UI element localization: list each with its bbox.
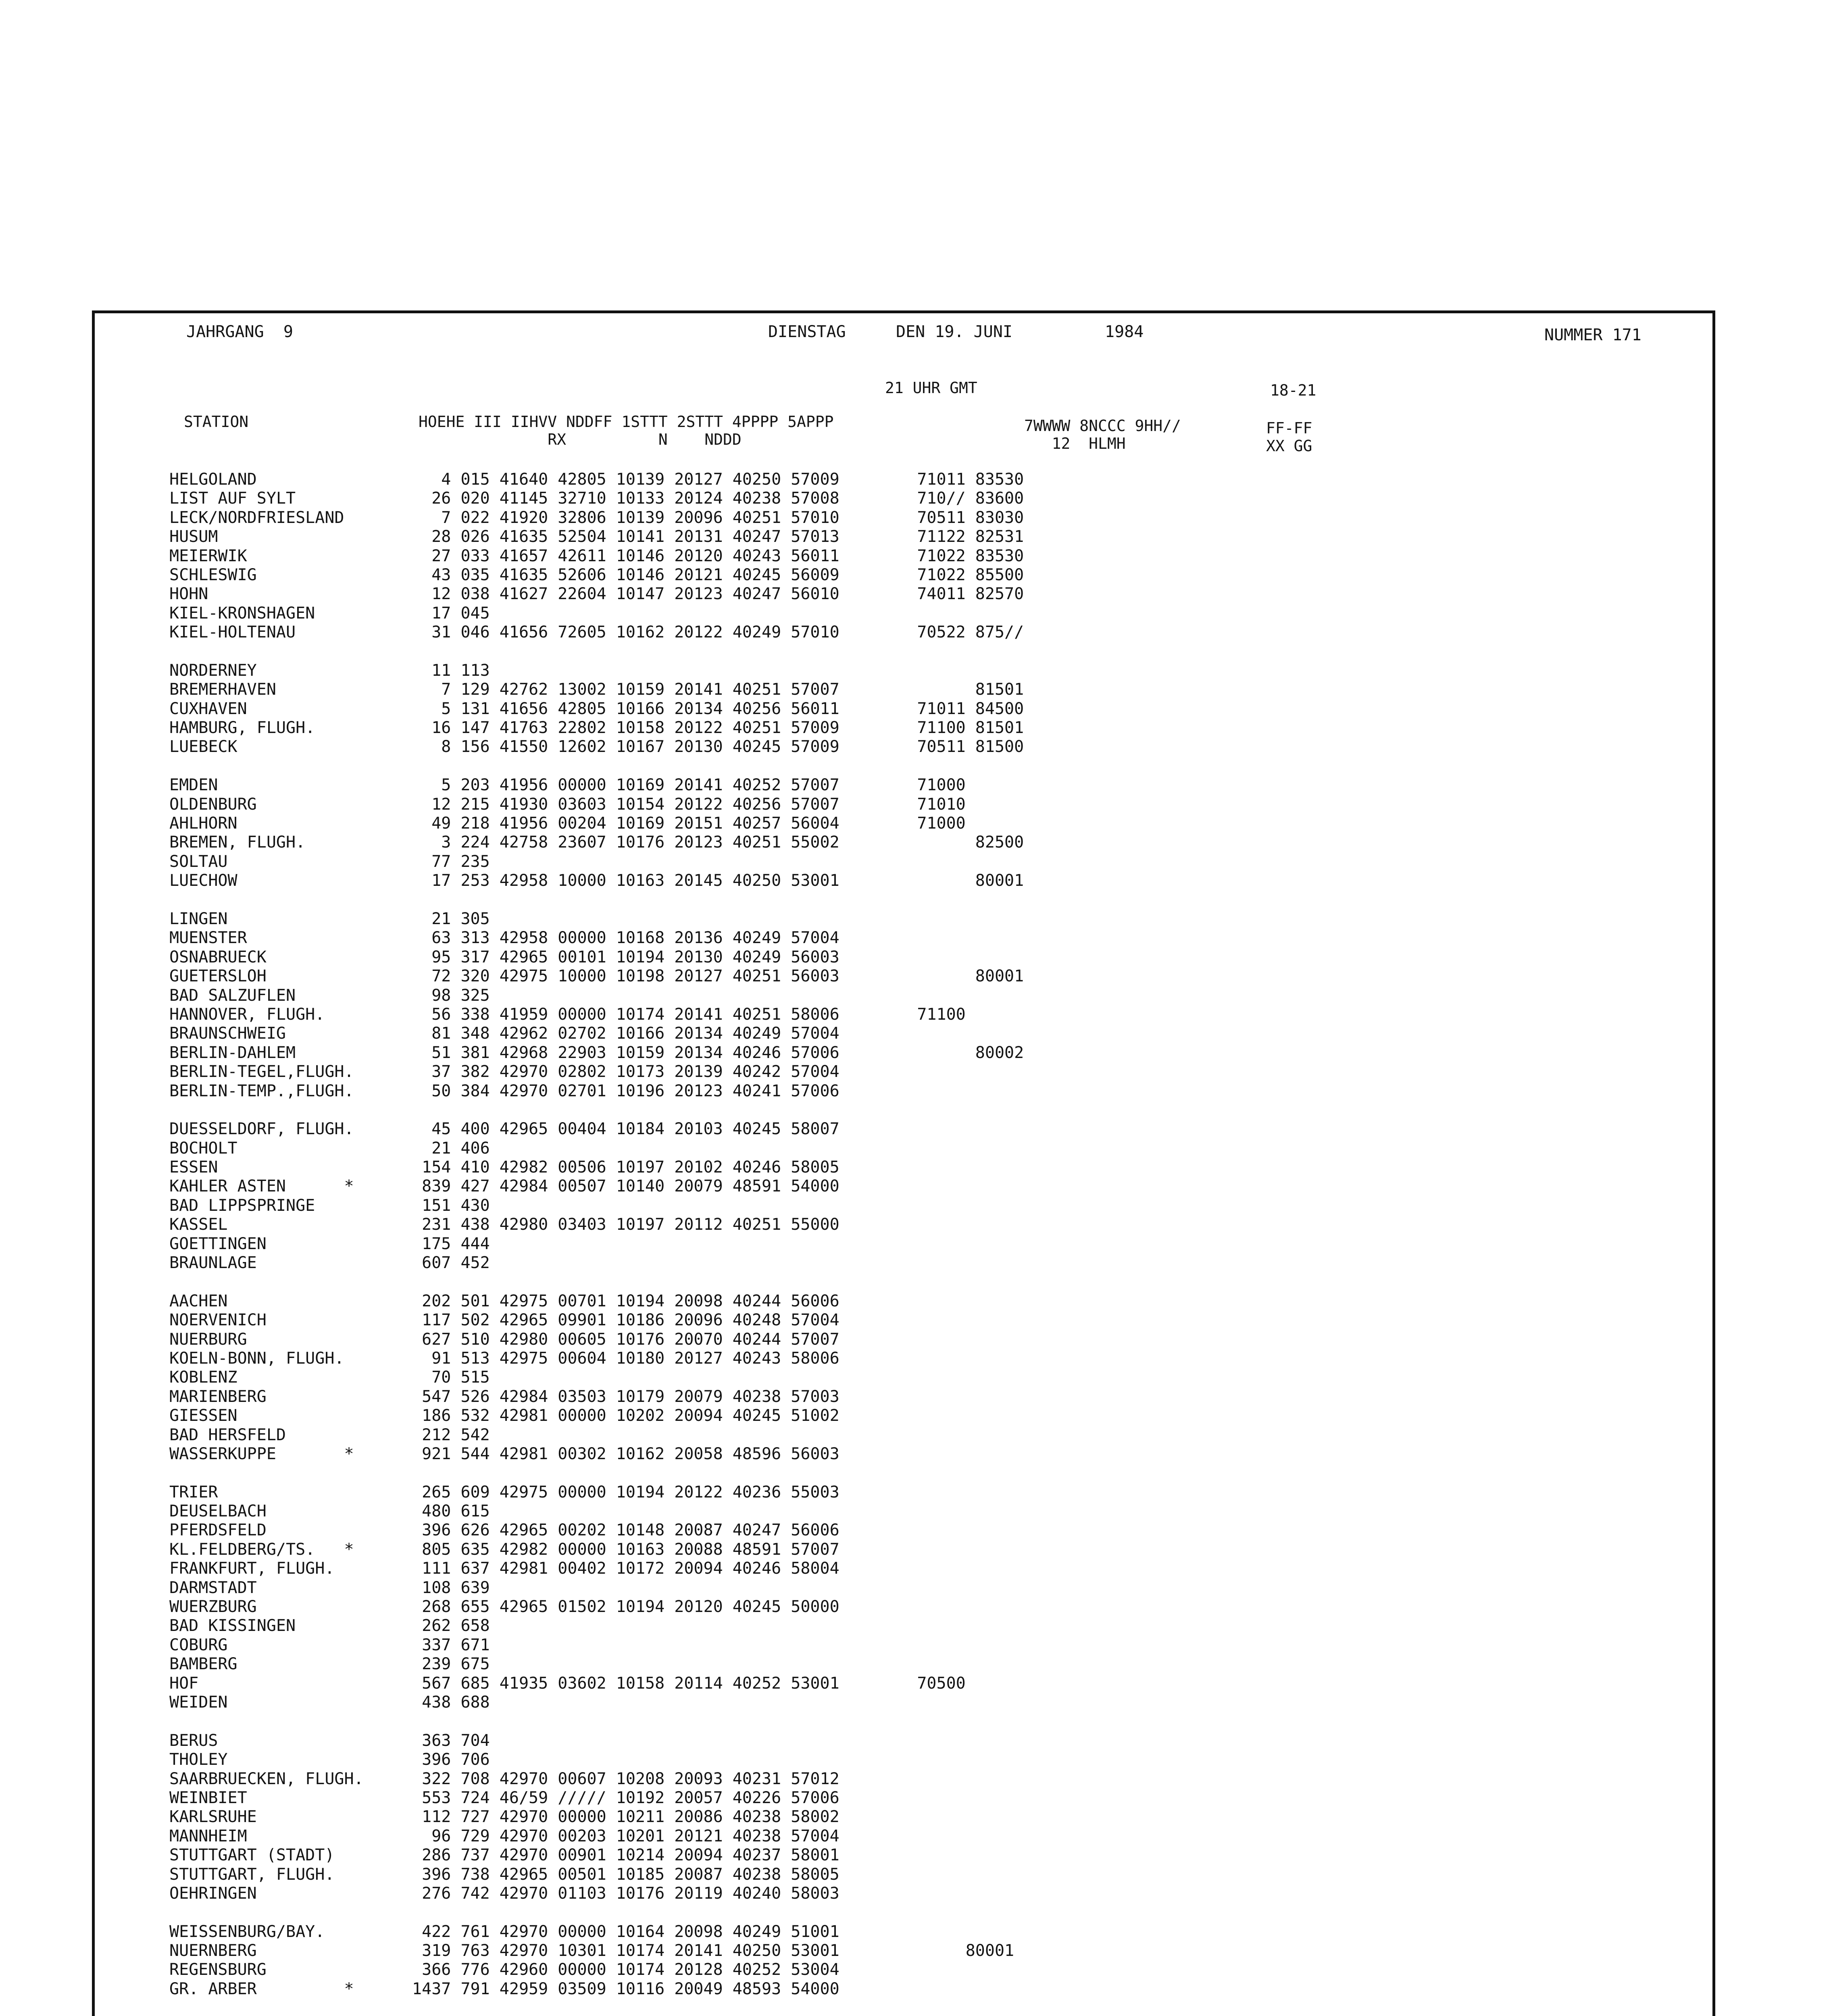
- table-row: KOELN-BONN, FLUGH. 91 513 42975 00604 10180 20127 40243 58006: [169, 1349, 839, 1368]
- table-row: GIESSEN 186 532 42981 00000 10202 20094 40245 51002: [169, 1406, 839, 1425]
- table-row: KASSEL 231 438 42980 03403 10197 20112 40251 55000: [169, 1215, 839, 1234]
- table-row: AACHEN 202 501 42975 00701 10194 20098 40244 56006: [169, 1291, 839, 1310]
- table-spacer: [169, 1101, 1024, 1120]
- table-row: HOF 567 685 41935 03602 10158 20114 40252 53001 70500: [169, 1674, 966, 1693]
- table-row: BAMBERG 239 675: [169, 1655, 490, 1674]
- table-row: PFERDSFELD 396 626 42965 00202 10148 20087 40247 56006: [169, 1521, 839, 1540]
- jahrgang-label: JAHRGANG 9: [186, 323, 293, 341]
- table-row: WASSERKUPPE * 921 544 42981 00302 10162 20058 48596 56003: [169, 1444, 839, 1463]
- table-row: REGENSBURG 366 776 42960 00000 10174 20128 40252 53004: [169, 1960, 839, 1979]
- code-group-subheader-2: 12 HLMH: [1024, 435, 1126, 452]
- table-row: NORDERNEY 11 113: [169, 661, 490, 680]
- year-label: 1984: [1105, 323, 1144, 341]
- table-row: KOBLENZ 70 515: [169, 1368, 490, 1387]
- table-row: COBURG 337 671: [169, 1635, 490, 1654]
- table-row: MARIENBERG 547 526 42984 03503 10179 20079 40238 57003: [169, 1387, 839, 1406]
- table-row: SAARBRUECKEN, FLUGH. 322 708 42970 00607 10208 20093 40231 57012: [169, 1769, 839, 1788]
- table-spacer: [169, 891, 1024, 910]
- table-row: HAMBURG, FLUGH. 16 147 41763 22802 10158 20122 40251 57009 71100 81501: [169, 719, 1024, 737]
- table-row: BAD SALZUFLEN 98 325: [169, 986, 490, 1005]
- code-group-header-1: HOEHE III IIHVV NDDFF 1STTT 2STTT 4PPPP 5APPP: [419, 413, 834, 431]
- table-row: LINGEN 21 305: [169, 909, 490, 928]
- table-row: BOCHOLT 21 406: [169, 1139, 490, 1158]
- table-row: WEISSENBURG/BAY. 422 761 42970 00000 10164 20098 40249 51001: [169, 1922, 839, 1941]
- table-row: BRAUNLAGE 607 452: [169, 1254, 490, 1272]
- station-table: [169, 470, 1024, 2016]
- issue-number: NUMMER 171: [1544, 326, 1641, 344]
- time-range: 18-21: [1270, 381, 1316, 399]
- observation-time: 21 UHR GMT: [885, 379, 977, 397]
- station-column-header: STATION: [184, 413, 249, 431]
- table-row: LUECHOW 17 253 42958 10000 10163 20145 40250 53001 80001: [169, 871, 1024, 890]
- code-group-subheader-3: XX GG: [1266, 437, 1312, 455]
- table-row: THOLEY 396 706: [169, 1750, 490, 1769]
- table-row: GUETERSLOH 72 320 42975 10000 10198 20127 40251 56003 80001: [169, 967, 1024, 986]
- table-row: DEUSELBACH 480 615: [169, 1502, 490, 1521]
- table-row: BREMEN, FLUGH. 3 224 42758 23607 10176 20123 40251 55002 82500: [169, 833, 1024, 852]
- table-spacer: [169, 1999, 1024, 2016]
- table-row: BAD LIPPSPRINGE 151 430: [169, 1196, 490, 1215]
- code-group-header-3: FF-FF: [1266, 419, 1312, 437]
- table-row: TRIER 265 609 42975 00000 10194 20122 40236 55003: [169, 1483, 839, 1502]
- table-spacer: [169, 642, 1024, 661]
- table-row: FRANKFURT, FLUGH. 111 637 42981 00402 10172 20094 40246 58004: [169, 1559, 839, 1578]
- table-row: BRAUNSCHWEIG 81 348 42962 02702 10166 20134 40249 57004: [169, 1024, 839, 1043]
- table-row: BERUS 363 704: [169, 1731, 490, 1750]
- table-row: WEINBIET 553 724 46/59 ///// 10192 20057 40226 57006: [169, 1788, 839, 1807]
- table-row: LIST AUF SYLT 26 020 41145 32710 10133 20124 40238 57008 710// 83600: [169, 489, 1024, 508]
- table-row: BAD HERSFELD 212 542: [169, 1425, 490, 1444]
- table-row: KL.FELDBERG/TS. * 805 635 42982 00000 10163 20088 48591 57007: [169, 1540, 839, 1559]
- table-spacer: [169, 1272, 1024, 1291]
- table-row: WUERZBURG 268 655 42965 01502 10194 20120 40245 50000: [169, 1597, 839, 1616]
- table-row: MUENSTER 63 313 42958 00000 10168 20136 40249 57004: [169, 929, 839, 948]
- table-row: MANNHEIM 96 729 42970 00203 10201 20121 40238 57004: [169, 1826, 839, 1845]
- table-row: BAD KISSINGEN 262 658: [169, 1616, 490, 1635]
- table-row: NOERVENICH 117 502 42965 09901 10186 20096 40248 57004: [169, 1311, 839, 1330]
- code-group-header-2: 7WWWW 8NCCC 9HH//: [1024, 417, 1181, 435]
- table-row: NUERNBERG 319 763 42970 10301 10174 20141 40250 53001 80001: [169, 1941, 1014, 1960]
- weekday-label: DIENSTAG: [768, 323, 846, 341]
- table-row: LECK/NORDFRIESLAND 7 022 41920 32806 10139 20096 40251 57010 70511 83030: [169, 508, 1024, 527]
- table-row: KIEL-KRONSHAGEN 17 045: [169, 604, 490, 623]
- date-label: DEN 19. JUNI: [896, 323, 1012, 341]
- table-row: BERLIN-TEMP.,FLUGH. 50 384 42970 02701 10196 20123 40241 57006: [169, 1081, 839, 1100]
- table-row: HUSUM 28 026 41635 52504 10141 20131 40247 57013 71122 82531: [169, 527, 1024, 546]
- table-row: LUEBECK 8 156 41550 12602 10167 20130 40245 57009 70511 81500: [169, 737, 1024, 756]
- table-row: HANNOVER, FLUGH. 56 338 41959 00000 10174 20141 40251 58006 71100: [169, 1005, 966, 1024]
- table-row: OSNABRUECK 95 317 42965 00101 10194 20130 40249 56003: [169, 948, 839, 966]
- table-row: NUERBURG 627 510 42980 00605 10176 20070 40244 57007: [169, 1330, 839, 1349]
- table-row: SOLTAU 77 235: [169, 852, 490, 871]
- code-group-subheader-1: RX N NDDD: [419, 431, 742, 448]
- table-row: CUXHAVEN 5 131 41656 42805 10166 20134 40256 56011 71011 84500: [169, 699, 1024, 718]
- table-row: KARLSRUHE 112 727 42970 00000 10211 20086 40238 58002: [169, 1808, 839, 1826]
- table-row: KAHLER ASTEN * 839 427 42984 00507 10140 20079 48591 54000: [169, 1177, 839, 1196]
- table-row: DUESSELDORF, FLUGH. 45 400 42965 00404 10184 20103 40245 58007: [169, 1120, 839, 1139]
- table-row: DARMSTADT 108 639: [169, 1578, 490, 1597]
- table-row: MEIERWIK 27 033 41657 42611 10146 20120 40243 56011 71022 83530: [169, 546, 1024, 565]
- table-spacer: [169, 1712, 1024, 1731]
- table-row: STUTTGART, FLUGH. 396 738 42965 00501 10185 20087 40238 58005: [169, 1865, 839, 1884]
- table-row: BREMERHAVEN 7 129 42762 13002 10159 20141 40251 57007 81501: [169, 680, 1024, 699]
- table-row: WEIDEN 438 688: [169, 1693, 490, 1712]
- table-row: STUTTGART (STADT) 286 737 42970 00901 10214 20094 40237 58001: [169, 1846, 839, 1865]
- table-spacer: [169, 1464, 1024, 1483]
- table-row: GOETTINGEN 175 444: [169, 1234, 490, 1253]
- table-row: BERLIN-TEGEL,FLUGH. 37 382 42970 02802 10173 20139 40242 57004: [169, 1062, 839, 1081]
- table-row: OEHRINGEN 276 742 42970 01103 10176 20119 40240 58003: [169, 1884, 839, 1903]
- table-row: SCHLESWIG 43 035 41635 52606 10146 20121 40245 56009 71022 85500: [169, 565, 1024, 584]
- table-row: EMDEN 5 203 41956 00000 10169 20141 40252 57007 71000: [169, 776, 966, 795]
- table-row: ESSEN 154 410 42982 00506 10197 20102 40246 58005: [169, 1158, 839, 1177]
- table-row: KIEL-HOLTENAU 31 046 41656 72605 10162 20122 40249 57010 70522 875//: [169, 623, 1024, 642]
- table-row: OLDENBURG 12 215 41930 03603 10154 20122 40256 57007 71010: [169, 795, 966, 814]
- table-row: AHLHORN 49 218 41956 00204 10169 20151 40257 56004 71000: [169, 814, 966, 833]
- table-spacer: [169, 1903, 1024, 1922]
- table-row: HOHN 12 038 41627 22604 10147 20123 40247 56010 74011 82570: [169, 585, 1024, 604]
- table-row: GR. ARBER * 1437 791 42959 03509 10116 20049 48593 54000: [169, 1979, 839, 1998]
- table-spacer: [169, 757, 1024, 776]
- table-row: BERLIN-DAHLEM 51 381 42968 22903 10159 20134 40246 57006 80002: [169, 1043, 1024, 1062]
- table-row: HELGOLAND 4 015 41640 42805 10139 20127 40250 57009 71011 83530: [169, 470, 1024, 489]
